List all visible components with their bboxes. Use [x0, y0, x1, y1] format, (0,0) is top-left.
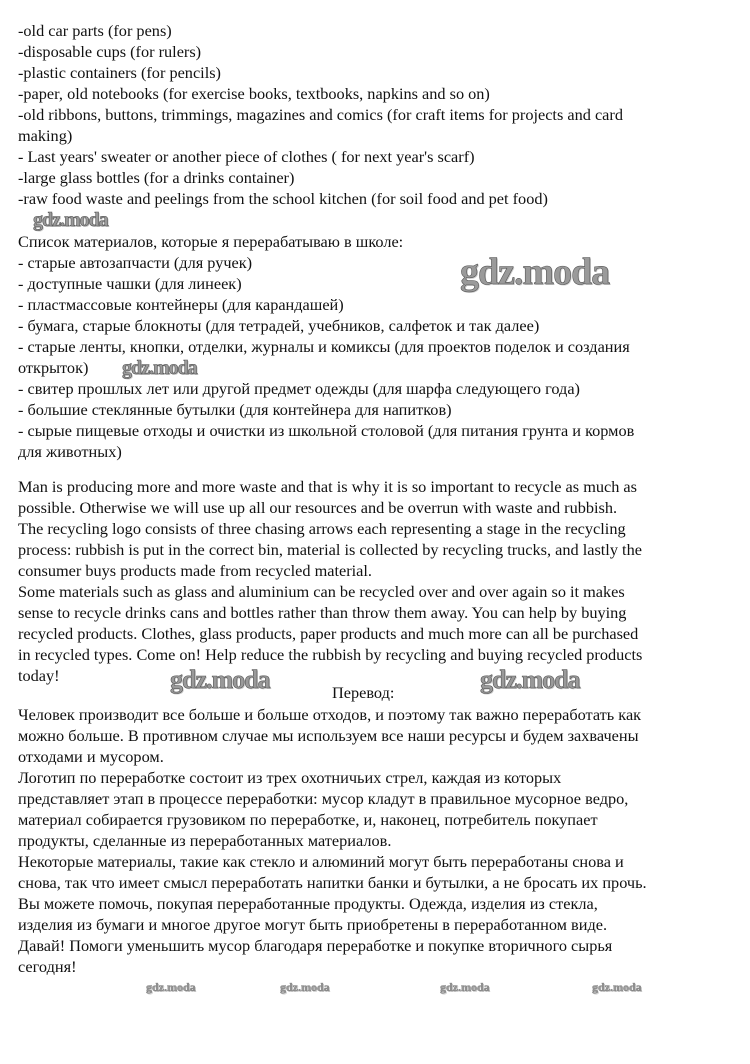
text-line: -paper, old notebooks (for exercise books, textbooks, napkins and so on)	[18, 84, 490, 103]
watermark: gdz.moda	[280, 980, 330, 994]
text-line: recycled products. Clothes, glass products, paper products and much more can all be purchased	[18, 624, 639, 643]
text-line: - пластмассовые контейнеры (для карандашей)	[18, 295, 344, 314]
text-line: Вы можете помочь, покупая переработанные продукты. Одежда, изделия из стекла,	[18, 894, 598, 913]
text-line: in recycled types. Come on! Help reduce the rubbish by recycling and buying recycled products	[18, 645, 643, 664]
text-line: - свитер прошлых лет или другой предмет одежды (для шарфа следующего года)	[18, 379, 580, 398]
text-line: -plastic containers (for pencils)	[18, 63, 221, 82]
english-list	[18, 20, 738, 209]
text-line: -large glass bottles (for a drinks container)	[18, 168, 295, 187]
watermark: gdz.moda	[440, 980, 490, 994]
text-line: Some materials such as glass and aluminium can be recycled over and over again so it makes	[18, 582, 625, 601]
text-line: sense to recycle drinks cans and bottles rather than throw them away. You can help by buying	[18, 603, 627, 622]
text-line: -old ribbons, buttons, trimmings, magazines and comics (for craft items for projects and card	[18, 105, 623, 124]
text-line: consumer buys products made from recycled material.	[18, 561, 372, 580]
text-line: Некоторые материалы, такие как стекло и алюминий могут быть переработаны снова и	[18, 852, 624, 871]
text-line: - Last years' sweater or another piece of clothes ( for next year's scarf)	[18, 147, 475, 166]
text-line: -raw food waste and peelings from the school kitchen (for soil food and pet food)	[18, 189, 548, 208]
russian-text	[18, 704, 738, 977]
text-line: изделия из бумаги и многое другое могут быть приобретены в переработанном виде.	[18, 915, 608, 934]
english-text	[18, 476, 738, 686]
text-line: Человек производит все больше и больше отходов, и поэтому так важно переработать как	[18, 705, 642, 724]
text-line: представляет этап в процессе переработки: мусор кладут в правильное мусорное ведро,	[18, 789, 629, 808]
text-line: Давай! Помоги уменьшить мусор благодаря переработке и покупке вторичного сырья	[18, 936, 613, 955]
text-line: - доступные чашки (для линеек)	[18, 274, 242, 293]
text-line: снова, так что имеет смысл переработать напитки банки и бутылки, а не бросать их прочь.	[18, 873, 647, 892]
text-line: Список материалов, которые я перерабатываю в школе:	[18, 232, 404, 251]
watermark: gdz.moda	[122, 357, 197, 379]
watermark: gdz.moda	[480, 665, 580, 694]
translation-heading: Перевод:	[332, 683, 395, 702]
text-line: Логотип по переработке состоит из трех охотничьих стрел, каждая из которых	[18, 768, 562, 787]
text-line: - большие стеклянные бутылки (для контейнера для напитков)	[18, 400, 452, 419]
text-line: материал собирается грузовиком по переработке, и, наконец, потребитель покупает	[18, 810, 598, 829]
text-line: продукты, сделанные из переработанных материалов.	[18, 831, 392, 850]
text-line: - бумага, старые блокноты (для тетрадей, учебников, салфеток и так далее)	[18, 316, 540, 335]
text-line: Man is producing more and more waste and that is why it is so important to recycle as much as	[18, 477, 637, 496]
text-line: today!	[18, 666, 60, 685]
text-line: открыток)	[18, 358, 89, 377]
text-line: - сырые пищевые отходы и очистки из школьной столовой (для питания грунта и кормов	[18, 421, 635, 440]
text-line: process: rubbish is put in the correct bin, material is collected by recycling trucks, and lastly the	[18, 540, 642, 559]
watermark: gdz.moda	[170, 665, 270, 694]
text-line: можно больше. В противном случае мы используем все наши ресурсы и будем захвачены	[18, 726, 639, 745]
text-line: making)	[18, 126, 73, 145]
text-line: для животных)	[18, 442, 122, 461]
text-line: - старые автозапчасти (для ручек)	[18, 253, 253, 272]
watermark: gdz.moda	[33, 209, 108, 231]
watermark: gdz.moda	[592, 980, 642, 994]
text-line: сегодня!	[18, 957, 77, 976]
text-line: -disposable cups (for rulers)	[18, 42, 202, 61]
text-line: possible. Otherwise we will use up all our resources and be overrun with waste and rubbish.	[18, 498, 618, 517]
text-line: - старые ленты, кнопки, отделки, журналы и комиксы (для проектов поделок и создания	[18, 337, 630, 356]
text-line: -old car parts (for pens)	[18, 21, 172, 40]
watermark: gdz.moda	[146, 980, 196, 994]
russian-list	[18, 231, 738, 462]
text-line: The recycling logo consists of three chasing arrows each representing a stage in the recycling	[18, 519, 626, 538]
watermark: gdz.moda	[460, 251, 610, 293]
text-line: отходами и мусором.	[18, 747, 164, 766]
